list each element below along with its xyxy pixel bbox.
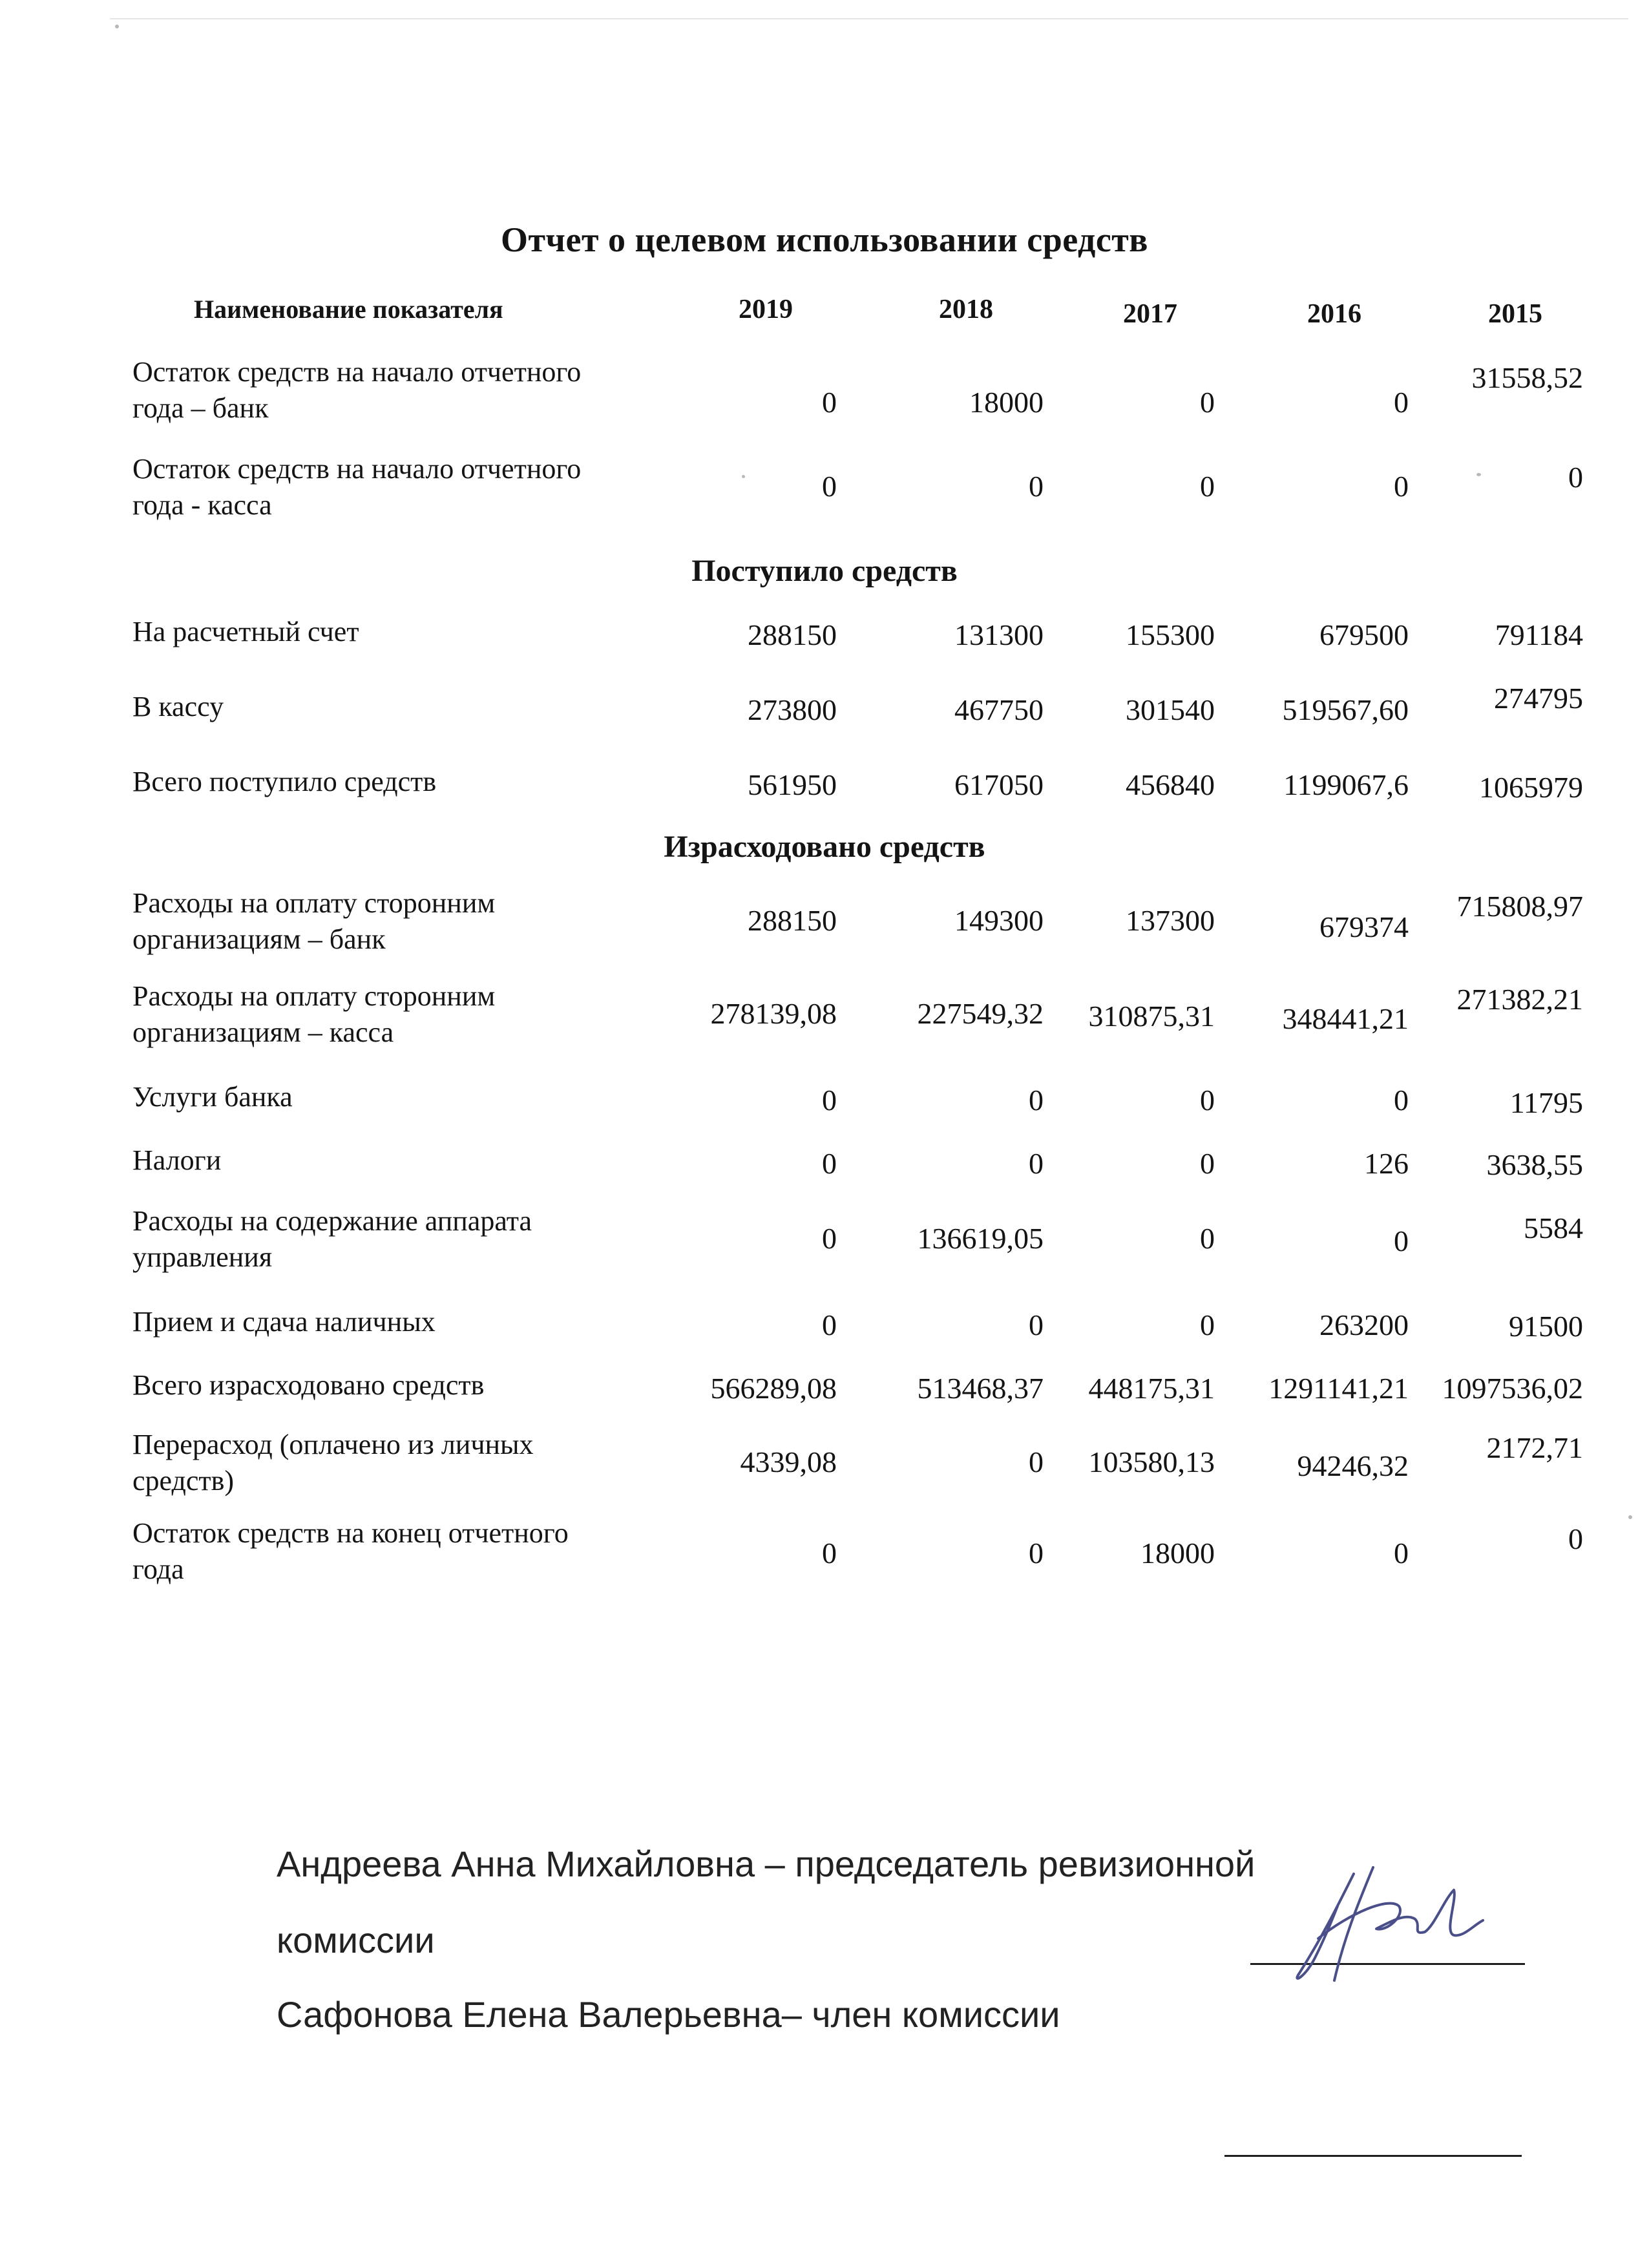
cell-2018: 136619,05	[917, 1222, 1044, 1255]
cell-2015: 0	[1568, 461, 1583, 494]
cell-2019: 273800	[748, 693, 837, 726]
signatory-chairman: Андреева Анна Михайловна – председатель ревизионной	[277, 1843, 1255, 1884]
signature-line-member	[1224, 2155, 1522, 2157]
column-header-year: 2015	[1488, 299, 1542, 329]
cell-2017: 310875,31	[1088, 1000, 1215, 1033]
cell-2017: 448175,31	[1088, 1372, 1215, 1405]
row-label: Услуги банка	[132, 1081, 293, 1113]
cell-2019: 0	[822, 470, 837, 503]
cell-2018: 467750	[954, 693, 1044, 726]
cell-2017: 155300	[1126, 618, 1215, 651]
cell-2016: 519567,60	[1282, 693, 1409, 726]
section-heading-expense: Израсходовано средств	[664, 830, 985, 864]
cell-2019: 0	[822, 1222, 837, 1255]
cell-2017: 0	[1200, 1084, 1215, 1117]
row-label: Перерасход (оплачено из личных средств)	[132, 1429, 534, 1496]
row-label: Расходы на оплату сторонним организациям – банк	[132, 887, 496, 955]
cell-2018: 227549,32	[917, 997, 1044, 1030]
cell-2016: 0	[1394, 1537, 1409, 1570]
cell-2019: 0	[822, 1308, 837, 1341]
scan-speck	[115, 25, 119, 28]
cell-2018: 0	[1029, 1084, 1044, 1117]
cell-2015: 2172,71	[1486, 1431, 1583, 1464]
cell-2016: 126	[1364, 1147, 1409, 1180]
cell-2016: 0	[1394, 1224, 1409, 1257]
cell-2019: 566289,08	[710, 1372, 837, 1405]
cell-2017: 0	[1200, 1147, 1215, 1180]
cell-2015: 715808,97	[1456, 890, 1583, 923]
cell-2015: 274795	[1494, 682, 1583, 715]
cell-2019: 0	[822, 1084, 837, 1117]
column-header-year: 2019	[739, 295, 793, 324]
cell-2017: 301540	[1126, 693, 1215, 726]
cell-2015: 31558,52	[1471, 361, 1583, 394]
cell-2018: 0	[1029, 1537, 1044, 1570]
cell-2018: 0	[1029, 1147, 1044, 1180]
cell-2018: 617050	[954, 768, 1044, 801]
cell-2016: 679500	[1319, 618, 1409, 651]
cell-2015: 271382,21	[1456, 983, 1583, 1016]
cell-2019: 4339,08	[740, 1445, 837, 1478]
cell-2015: 791184	[1495, 618, 1583, 651]
cell-2017: 18000	[1140, 1537, 1215, 1570]
cell-2017: 0	[1200, 386, 1215, 419]
cell-2019: 278139,08	[710, 997, 837, 1030]
scan-speck	[1628, 1515, 1632, 1519]
cell-2016: 1199067,6	[1283, 768, 1409, 801]
cell-2015: 3638,55	[1486, 1148, 1583, 1181]
cell-2019: 0	[822, 1537, 837, 1570]
cell-2015: 1065979	[1479, 771, 1583, 804]
cell-2016: 679374	[1319, 910, 1409, 943]
row-label: Всего израсходовано средств	[132, 1369, 485, 1401]
report-title: Отчет о целевом использовании средств	[501, 220, 1148, 259]
cell-2016: 0	[1394, 470, 1409, 503]
cell-2019: 0	[822, 386, 837, 419]
row-label: Остаток средств на конец отчетного года	[132, 1517, 569, 1585]
row-label: Остаток средств на начало отчетного года - касса	[132, 453, 582, 521]
cell-2016: 1291141,21	[1268, 1372, 1409, 1405]
cell-2017: 0	[1200, 1308, 1215, 1341]
row-label: Прием и сдача наличных	[132, 1306, 436, 1338]
cell-2016: 348441,21	[1282, 1002, 1409, 1035]
scan-edge-line	[110, 18, 1628, 19]
row-label: На расчетный счет	[132, 616, 359, 647]
handwritten-signature-icon	[1260, 1861, 1531, 1990]
cell-2016: 0	[1394, 386, 1409, 419]
cell-2016: 0	[1394, 1084, 1409, 1117]
cell-2018: 18000	[969, 386, 1044, 419]
cell-2019: 288150	[748, 618, 837, 651]
column-header-year: 2018	[939, 295, 993, 324]
cell-2017: 137300	[1126, 904, 1215, 937]
row-label: Остаток средств на начало отчетного года – банк	[132, 356, 582, 424]
cell-2017: 0	[1200, 470, 1215, 503]
row-label: Всего поступило средств	[132, 766, 437, 797]
cell-2019: 288150	[748, 904, 837, 937]
cell-2019: 0	[822, 1147, 837, 1180]
cell-2018: 131300	[954, 618, 1044, 651]
cell-2017: 103580,13	[1088, 1445, 1215, 1478]
cell-2015: 11795	[1509, 1086, 1583, 1119]
cell-2019: 561950	[748, 768, 837, 801]
row-label: Налоги	[132, 1144, 222, 1176]
column-header-year: 2017	[1123, 299, 1177, 329]
cell-2015: 91500	[1509, 1310, 1583, 1343]
row-label: Расходы на оплату сторонним организациям – касса	[132, 980, 496, 1048]
cell-2018: 0	[1029, 470, 1044, 503]
cell-2017: 456840	[1126, 768, 1215, 801]
signatory-chairman-cont: комиссии	[277, 1920, 435, 1960]
cell-2018: 513468,37	[917, 1372, 1044, 1405]
section-heading-income: Поступило средств	[691, 554, 958, 588]
cell-2018: 0	[1029, 1445, 1044, 1478]
cell-2017: 0	[1200, 1222, 1215, 1255]
cell-2015: 1097536,02	[1442, 1372, 1583, 1405]
cell-2018: 0	[1029, 1308, 1044, 1341]
cell-2015: 5584	[1524, 1212, 1583, 1244]
column-header-name: Наименование показателя	[194, 295, 503, 324]
row-label: Расходы на содержание аппарата управления	[132, 1205, 532, 1273]
cell-2018: 149300	[954, 904, 1044, 937]
row-label: В кассу	[132, 691, 224, 722]
cell-2016: 94246,32	[1297, 1449, 1409, 1482]
cell-2015: 0	[1568, 1522, 1583, 1555]
column-header-year: 2016	[1307, 299, 1361, 329]
cell-2016: 263200	[1319, 1308, 1409, 1341]
signatory-member: Сафонова Елена Валерьевна– член комиссии	[277, 1994, 1060, 2035]
